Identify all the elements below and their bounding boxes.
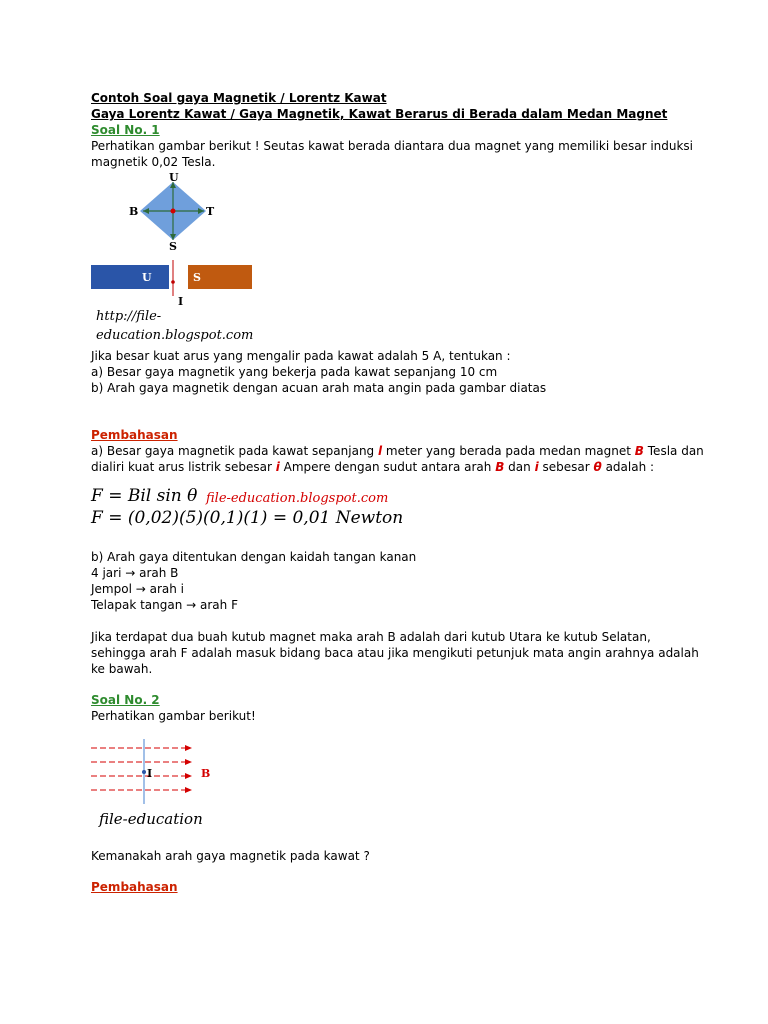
pembahasan-b-line3: Jempol → arah i (91, 582, 184, 596)
watermark-line1: http://file- (96, 309, 162, 324)
document-subtitle: Gaya Lorentz Kawat / Gaya Magnetik, Kawat Berarus di Berada dalam Medan Magnet (91, 107, 668, 121)
field-diagram (88, 738, 218, 808)
compass-north-label: U (169, 171, 179, 184)
formula-watermark: file-education.blogspot.com (206, 491, 389, 506)
compass-center-dot (171, 209, 176, 214)
pembahasan-c-line3: ke bawah. (91, 662, 153, 676)
magnet-north (91, 265, 169, 289)
watermark-line2: education.blogspot.com (96, 328, 254, 343)
question-a: a) Besar gaya magnetik yang bekerja pada kawat sepanjang 10 cm (91, 365, 498, 379)
question-intro: Jika besar kuat arus yang mengalir pada kawat adalah 5 A, tentukan : (91, 349, 511, 363)
soal-2-heading: Soal No. 2 (91, 693, 160, 707)
wire-label: I (178, 295, 184, 308)
soal-2-question: Kemanakah arah gaya magnetik pada kawat ? (91, 849, 370, 863)
magnet-diagram (90, 258, 260, 308)
compass-east-label: T (206, 205, 215, 218)
compass-diagram (120, 170, 230, 255)
pembahasan-a-line2: dialiri kuat arus listrik sebesar i Ampere dengan sudut antara arah B dan i sebesar θ adalah : (91, 460, 655, 474)
formula-general: F = Bil sin θ (91, 486, 198, 506)
magnet-south-label: S (193, 271, 201, 284)
pembahasan-b-line1: b) Arah gaya ditentukan dengan kaidah tangan kanan (91, 550, 417, 564)
question-b: b) Arah gaya magnetik dengan acuan arah mata angin pada gambar diatas (91, 381, 547, 395)
pembahasan-a-line1: a) Besar gaya magnetik pada kawat sepanjang l meter yang berada pada medan magnet B Tesla dan (91, 444, 704, 458)
watermark-soal-2: file-education (99, 810, 203, 828)
pembahasan-b-line4: Telapak tangan → arah F (91, 598, 238, 612)
soal-2-intro: Perhatikan gambar berikut! (91, 709, 256, 723)
pembahasan-c-line2: sehingga arah F adalah masuk bidang baca atau jika mengikuti petunjuk mata angin arahnya adalah (91, 646, 699, 660)
pembahasan-c-line1: Jika terdapat dua buah kutub magnet maka arah B adalah dari kutub Utara ke kutub Selatan, (91, 630, 651, 644)
document-title: Contoh Soal gaya Magnetik / Lorentz Kawat (91, 91, 387, 105)
soal-1-intro-line1: Perhatikan gambar berikut ! Seutas kawat berada diantara dua magnet yang memiliki besar induksi (91, 139, 694, 153)
pembahasan-2-heading: Pembahasan (91, 880, 178, 894)
pembahasan-1-heading: Pembahasan (91, 428, 178, 442)
magnet-north-label: U (142, 271, 152, 284)
field-label: B (201, 767, 211, 780)
soal-1-intro-line2: magnetik 0,02 Tesla. (91, 155, 216, 169)
compass-south-label: S (169, 240, 177, 253)
pembahasan-b-line2: 4 jari → arah B (91, 566, 179, 580)
soal-1-heading: Soal No. 1 (91, 123, 160, 137)
wire-2-label: I (147, 767, 153, 780)
compass-west-label: B (129, 205, 139, 218)
formula-result: F = (0,02)(5)(0,1)(1) = 0,01 Newton (91, 508, 404, 528)
